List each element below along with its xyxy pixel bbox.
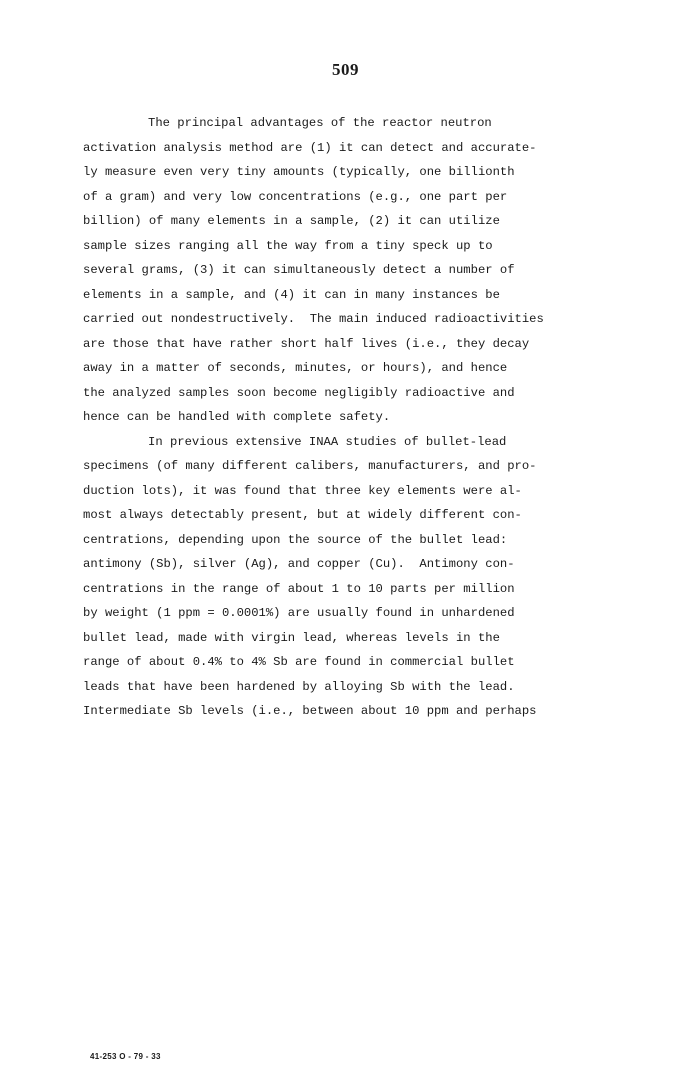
text-line: The principal advantages of the reactor neutron	[148, 116, 492, 130]
print-code-footer: 41-253 O - 79 - 33	[90, 1052, 161, 1061]
text-line: are those that have rather short half lives (i.e., they decay	[83, 336, 530, 351]
text-line: specimens (of many different calibers, manufacturers, and pro-	[83, 459, 537, 473]
text-line: range of about 0.4% to 4% Sb are found in commercial bullet	[83, 655, 515, 669]
paragraph-inaa-studies	[83, 430, 583, 724]
text-line: antimony (Sb), silver (Ag), and copper (Cu). Antimony con-	[83, 557, 515, 571]
text-line: activation analysis method are (1) it can detect and accurate-	[83, 140, 537, 155]
text-line: sample sizes ranging all the way from a tiny speck up to	[83, 238, 493, 253]
text-line: most always detectably present, but at widely different con-	[83, 508, 522, 522]
text-line: leads that have been hardened by alloying Sb with the lead.	[83, 679, 515, 694]
paragraph-advantages	[83, 111, 583, 430]
text-line: centrations, depending upon the source of the bullet lead:	[83, 532, 508, 547]
body-text	[83, 111, 583, 724]
text-line: Intermediate Sb levels (i.e., between about 10 ppm and perhaps	[83, 704, 537, 718]
text-line: In previous extensive INAA studies of bullet-lead	[148, 434, 507, 449]
text-line: by weight (1 ppm = 0.0001%) are usually found in unhardened	[83, 606, 515, 620]
text-line: carried out nondestructively. The main induced radioactivities	[83, 312, 544, 326]
text-line: billion) of many elements in a sample, (2) it can utilize	[83, 214, 500, 228]
page-number: 509	[332, 60, 359, 79]
text-line: duction lots), it was found that three key elements were al-	[83, 483, 522, 498]
text-line: of a gram) and very low concentrations (e.g., one part per	[83, 189, 508, 204]
text-line: centrations in the range of about 1 to 10 parts per million	[83, 581, 515, 596]
text-line: bullet lead, made with virgin lead, whereas levels in the	[83, 630, 500, 645]
text-line: away in a matter of seconds, minutes, or hours), and hence	[83, 361, 508, 375]
text-line: ly measure even very tiny amounts (typically, one billionth	[83, 165, 515, 179]
text-line: several grams, (3) it can simultaneously detect a number of	[83, 263, 515, 277]
text-line: hence can be handled with complete safety.	[83, 410, 391, 424]
text-line: the analyzed samples soon become negligibly radioactive and	[83, 385, 515, 400]
text-line: elements in a sample, and (4) it can in many instances be	[83, 287, 500, 302]
